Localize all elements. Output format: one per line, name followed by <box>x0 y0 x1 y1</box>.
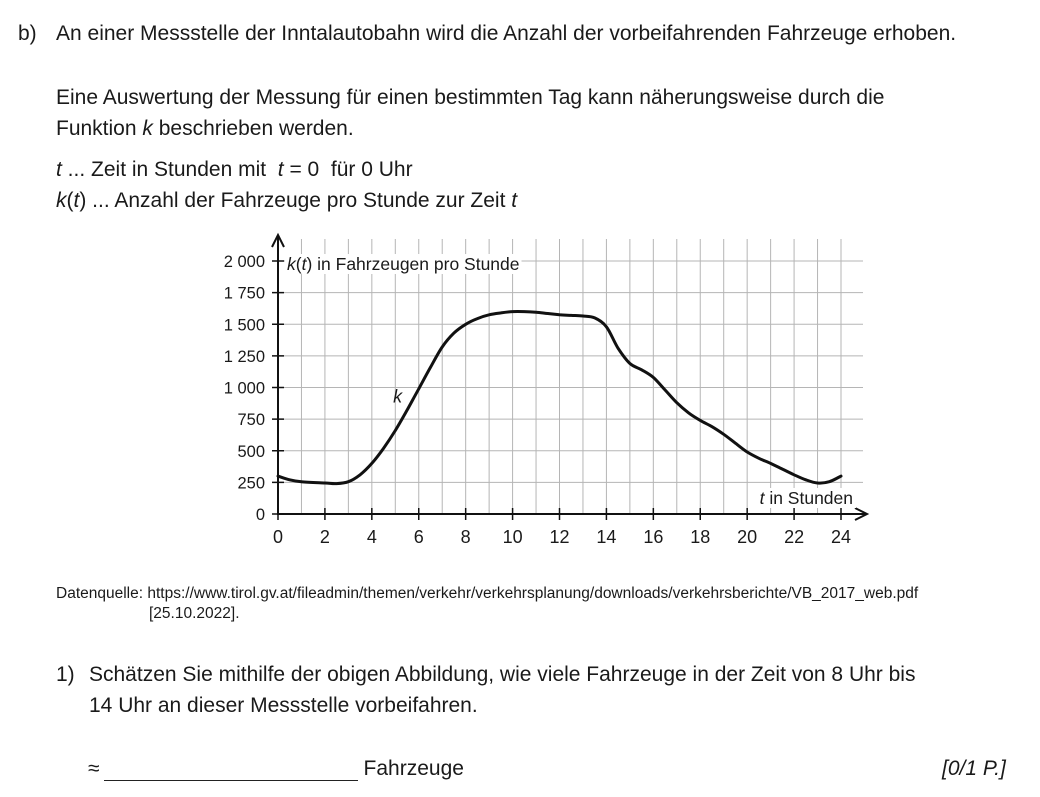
answer-blank[interactable] <box>104 760 358 781</box>
x-tick-label: 0 <box>272 527 284 547</box>
y-tick-labels <box>224 253 265 524</box>
var-k: k <box>56 189 67 212</box>
curve-label: k <box>393 386 403 407</box>
x-tick-label: 22 <box>784 527 805 547</box>
y-tick-label: 250 <box>237 474 265 493</box>
x-tick-label: 24 <box>830 527 852 547</box>
intro-text: An einer Messstelle der Inntalautobahn wird die Anzahl der vorbeifahrenden Fahrzeuge erhoben. <box>56 22 957 45</box>
x-tick-label: 8 <box>460 527 471 547</box>
y-tick-label: 1 500 <box>223 316 265 335</box>
source-label: Datenquelle: <box>56 585 144 602</box>
approx-symbol: ≈ <box>88 757 100 780</box>
y-tick-label: 1 750 <box>223 284 265 303</box>
x-tick-label: 20 <box>737 527 758 547</box>
x-tick-label: 14 <box>596 527 617 547</box>
definition-t-text1: ... Zeit in Stunden mit <box>61 158 278 181</box>
x-tick-label: 4 <box>366 527 377 547</box>
description-prefix: Funktion <box>56 117 143 140</box>
x-tick-label: 12 <box>549 527 570 547</box>
var-t: t <box>56 158 62 181</box>
y-tick-label: 0 <box>255 506 265 524</box>
y-tick-label: 1 000 <box>223 379 265 398</box>
x-tick-label: 10 <box>502 527 523 547</box>
task-line-2: 14 Uhr an dieser Messstelle vorbeifahren. <box>89 694 478 717</box>
function-name: k <box>142 117 153 140</box>
x-axis-label: t in Stunden <box>759 488 853 508</box>
x-tick-labels <box>273 527 851 547</box>
y-axis-label: k(t) in Fahrzeugen pro Stunde <box>287 254 520 274</box>
task-number: 1) <box>56 663 75 686</box>
description-suffix: beschrieben werden. <box>152 117 354 140</box>
var-t-arg: t <box>73 189 80 212</box>
definition-t-text2: = 0 für 0 Uhr <box>283 158 413 181</box>
description-line-1: Eine Auswertung der Messung für einen bestimmten Tag kann näherungsweise durch die <box>56 86 885 109</box>
chart-axes <box>272 235 867 520</box>
task-line-1: Schätzen Sie mithilfe der obigen Abbildung, wie viele Fahrzeuge in der Zeit von 8 Uhr bis <box>89 663 916 686</box>
description-line-2 <box>56 116 354 141</box>
y-tick-label: 2 000 <box>223 253 265 271</box>
definition-k <box>56 188 517 213</box>
points-label: [0/1 P.] <box>942 757 1006 780</box>
x-tick-label: 2 <box>319 527 330 547</box>
source-url: https://www.tirol.gv.at/fileadmin/themen/verkehr/verkehrsplanung/downloads/verkehrsberichte/VB_2017_web.pdf <box>147 585 919 602</box>
var-t-2: t <box>277 158 284 181</box>
source-date: [25.10.2022]. <box>149 605 240 622</box>
y-tick-label: 500 <box>237 442 265 461</box>
chart-grid <box>278 239 863 514</box>
paren-open: ( <box>66 189 74 212</box>
x-tick-label: 6 <box>413 527 424 547</box>
y-tick-label: 1 250 <box>223 347 265 366</box>
x-tick-label: 16 <box>643 527 664 547</box>
definition-k-text: ) ... Anzahl der Fahrzeuge pro Stunde zur Zeit <box>79 189 512 212</box>
part-label: b) <box>18 22 37 45</box>
answer-unit: Fahrzeuge <box>363 757 464 780</box>
var-t-3: t <box>511 189 518 212</box>
definition-t <box>56 157 413 182</box>
answer-row <box>88 756 464 781</box>
y-tick-label: 750 <box>237 411 265 430</box>
x-tick-label: 18 <box>690 527 711 547</box>
source-line <box>56 585 918 604</box>
traffic-chart <box>200 232 880 562</box>
